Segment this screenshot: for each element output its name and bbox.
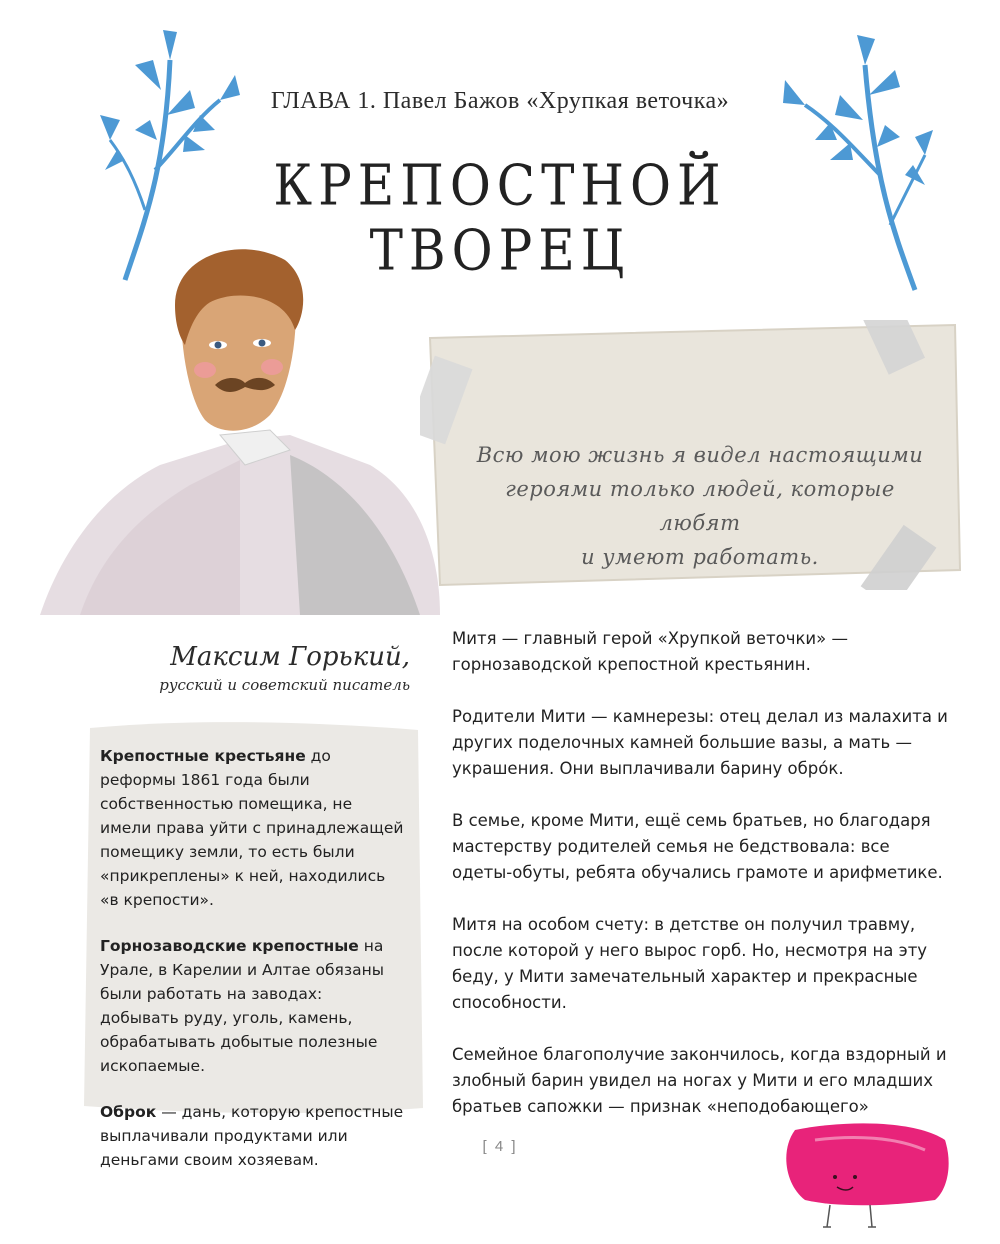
glossary-entry	[100, 744, 405, 912]
main-text	[452, 626, 952, 1146]
main-paragraph: Митя — главный герой «Хрупкой веточки» — горнозаводской крепостной крестьянин.	[452, 629, 848, 674]
glossary-sidebar	[100, 744, 405, 1194]
main-paragraph: Митя на особом счету: в детстве он получил травму, после которой у него вырос горб. Но, несмотря на эту беду, у Мити замечательный характер и прекрасные способности.	[452, 915, 928, 1012]
glossary-definition: до реформы 1861 года были собственностью помещика, не имели права уйти с принадлежащей помещику земли, то есть были «прикреплены» к ней, находились «в крепости».	[100, 747, 404, 909]
quote-author-name: Максим Горький,	[170, 642, 410, 672]
pink-blob-character-illustration	[775, 1115, 955, 1235]
main-paragraph: Семейное благополучие закончилось, когда вздорный и злобный барин увидел на ногах у Мити и его младших братьев сапожки — признак «неподобающего»	[452, 1045, 947, 1116]
glossary-definition: на Урале, в Карелии и Алтае обязаны были работать на заводах: добывать руду, уголь, камень, обрабатывать добытые полезные ископаемые.	[100, 937, 384, 1075]
glossary-entry	[100, 1100, 405, 1172]
portrait-illustration	[40, 235, 450, 620]
glossary-term: Оброк	[100, 1103, 157, 1121]
quote-author-role: русский и советский писатель	[159, 676, 410, 694]
page-title: КРЕПОСТНОЙ ТВОРЕЦ	[273, 153, 727, 283]
main-paragraph: В семье, кроме Мити, ещё семь братьев, но благодаря мастерству родителей семья не бедствовала: все одеты-обуты, ребята обучались грамоте и арифметике.	[452, 811, 943, 882]
quote-line: героями только людей, которые любят	[505, 477, 895, 535]
quote-text	[470, 438, 930, 574]
quote-line: Всю мою жизнь я видел настоящими	[476, 443, 924, 467]
quote-line: и умеют работать.	[581, 545, 819, 569]
page-number: [ 4 ]	[482, 1138, 518, 1155]
glossary-entry	[100, 934, 405, 1078]
chapter-heading: ГЛАВА 1. Павел Бажов «Хрупкая веточка»	[270, 88, 730, 114]
glossary-term: Крепостные крестьяне	[100, 747, 306, 765]
glossary-term: Горнозаводские крепостные	[100, 937, 359, 955]
glossary-definition: — дань, которую крепостные выплачивали продуктами или деньгами своим хозяевам.	[100, 1103, 404, 1169]
main-paragraph: Родители Мити — камнерезы: отец делал из малахита и других поделочных камней большие вазы, а мать — украшения. Они выплачивали барину обро́к.	[452, 707, 948, 778]
